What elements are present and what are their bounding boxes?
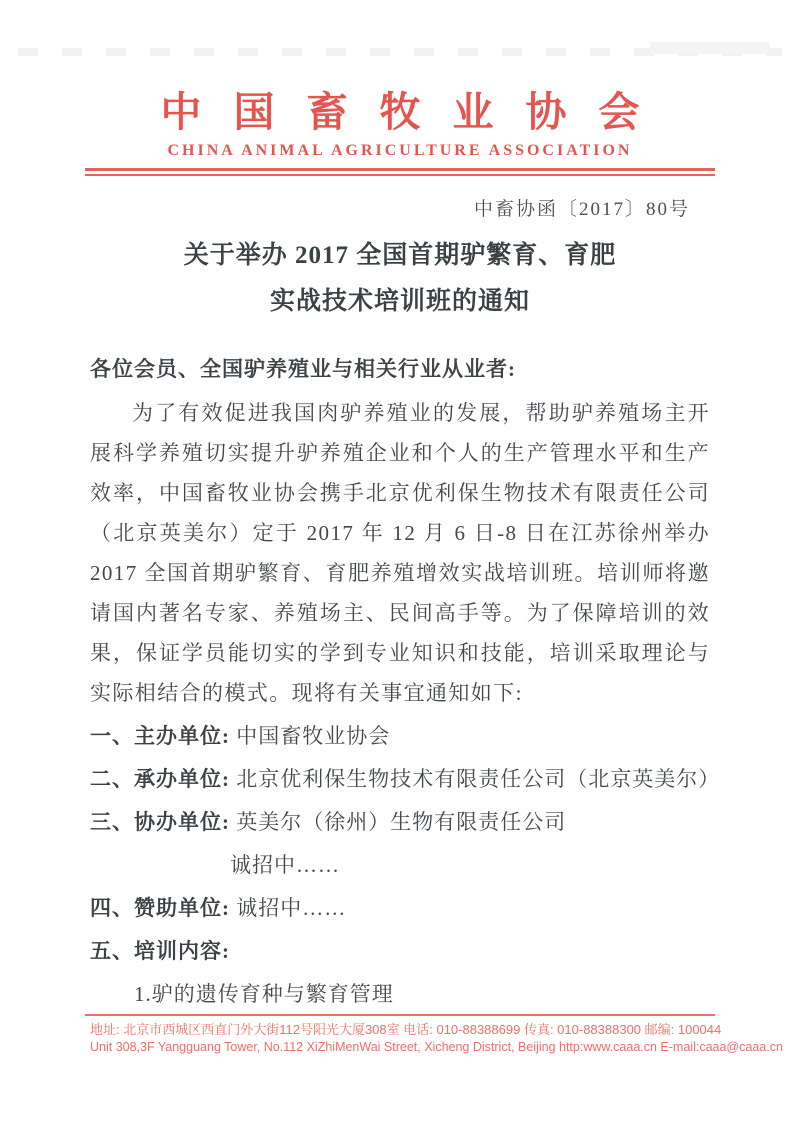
document-title-line-1: 关于举办 2017 全国首期驴繁育、育肥 — [183, 242, 617, 269]
list-item-organizer — [90, 758, 721, 801]
list-item-training-content — [90, 930, 710, 973]
document-title-line-2: 实战技术培训班的通知 — [269, 288, 530, 315]
list-item-co-organizer — [90, 801, 710, 844]
list-item-host-org — [90, 715, 710, 758]
list-item-value: 英美尔（徐州）生物有限责任公司 — [236, 810, 567, 834]
letterhead-footer — [85, 1014, 783, 1056]
footer-address-english: Unit 308,3F Yangguang Tower, No.112 XiZhiMenWai Street, Xicheng District, Beijing http:www.caaa.cn E-mail:caaa@caaa.cn — [90, 1040, 783, 1054]
list-item-label: 五、培训内容: — [90, 939, 230, 963]
list-item-label: 三、协办单位: — [90, 810, 230, 834]
org-name-chinese: 中国畜牧业协会 — [160, 89, 672, 135]
body-paragraph: 为了有效促进我国肉驴养殖业的发展，帮助驴养殖场主开展科学养殖切实提升驴养殖企业和个人的生产管理水平和生产效率，中国畜牧业协会携手北京优利保生物技术有限责任公司（北京英美尔）定于 2017 年 12 月 6 日-8 日在江苏徐州举办 2017 全国首期驴繁育、育肥养殖增效实战培训班。培训师将邀请国内著名专家、养殖场主、民间高手等。为了保障培训的效果，保证学员能切实的学到专业知识和技能，培训采取理论与实际相结合的模式。现将有关事宜通知如下: — [90, 401, 710, 705]
footer-address-chinese: 地址: 北京市西城区西直门外大街112号阳光大厦308室 电话: 010-88388699 传真: 010-88388300 邮编: 100044 — [90, 1022, 722, 1037]
list-item-value: 北京优利保生物技术有限责任公司（北京英美尔） — [236, 767, 721, 791]
document-title — [90, 233, 710, 325]
list-item-label: 二、承办单位: — [90, 767, 230, 791]
letterhead-double-rule — [85, 168, 715, 176]
scan-artifact-smudge — [650, 42, 770, 54]
list-item-sponsor — [90, 887, 710, 930]
list-item-label: 四、赞助单位: — [90, 896, 230, 920]
org-name-english: CHINA ANIMAL AGRICULTURE ASSOCIATION — [167, 142, 633, 159]
salutation-line: 各位会员、全国驴养殖业与相关行业从业者: — [90, 357, 516, 381]
numbered-items-list — [90, 715, 721, 1016]
document-reference-number: 中畜协函〔2017〕80号 — [473, 199, 690, 220]
list-item-value: 中国畜牧业协会 — [236, 724, 391, 748]
list-item-label: 一、主办单位: — [90, 724, 230, 748]
list-item-value: 诚招中…… — [236, 896, 347, 920]
training-content-item-1: 1.驴的遗传育种与繁育管理 — [134, 982, 394, 1006]
document-body — [90, 194, 721, 1016]
list-item-co-organizer-continuation: 诚招中…… — [230, 853, 340, 877]
